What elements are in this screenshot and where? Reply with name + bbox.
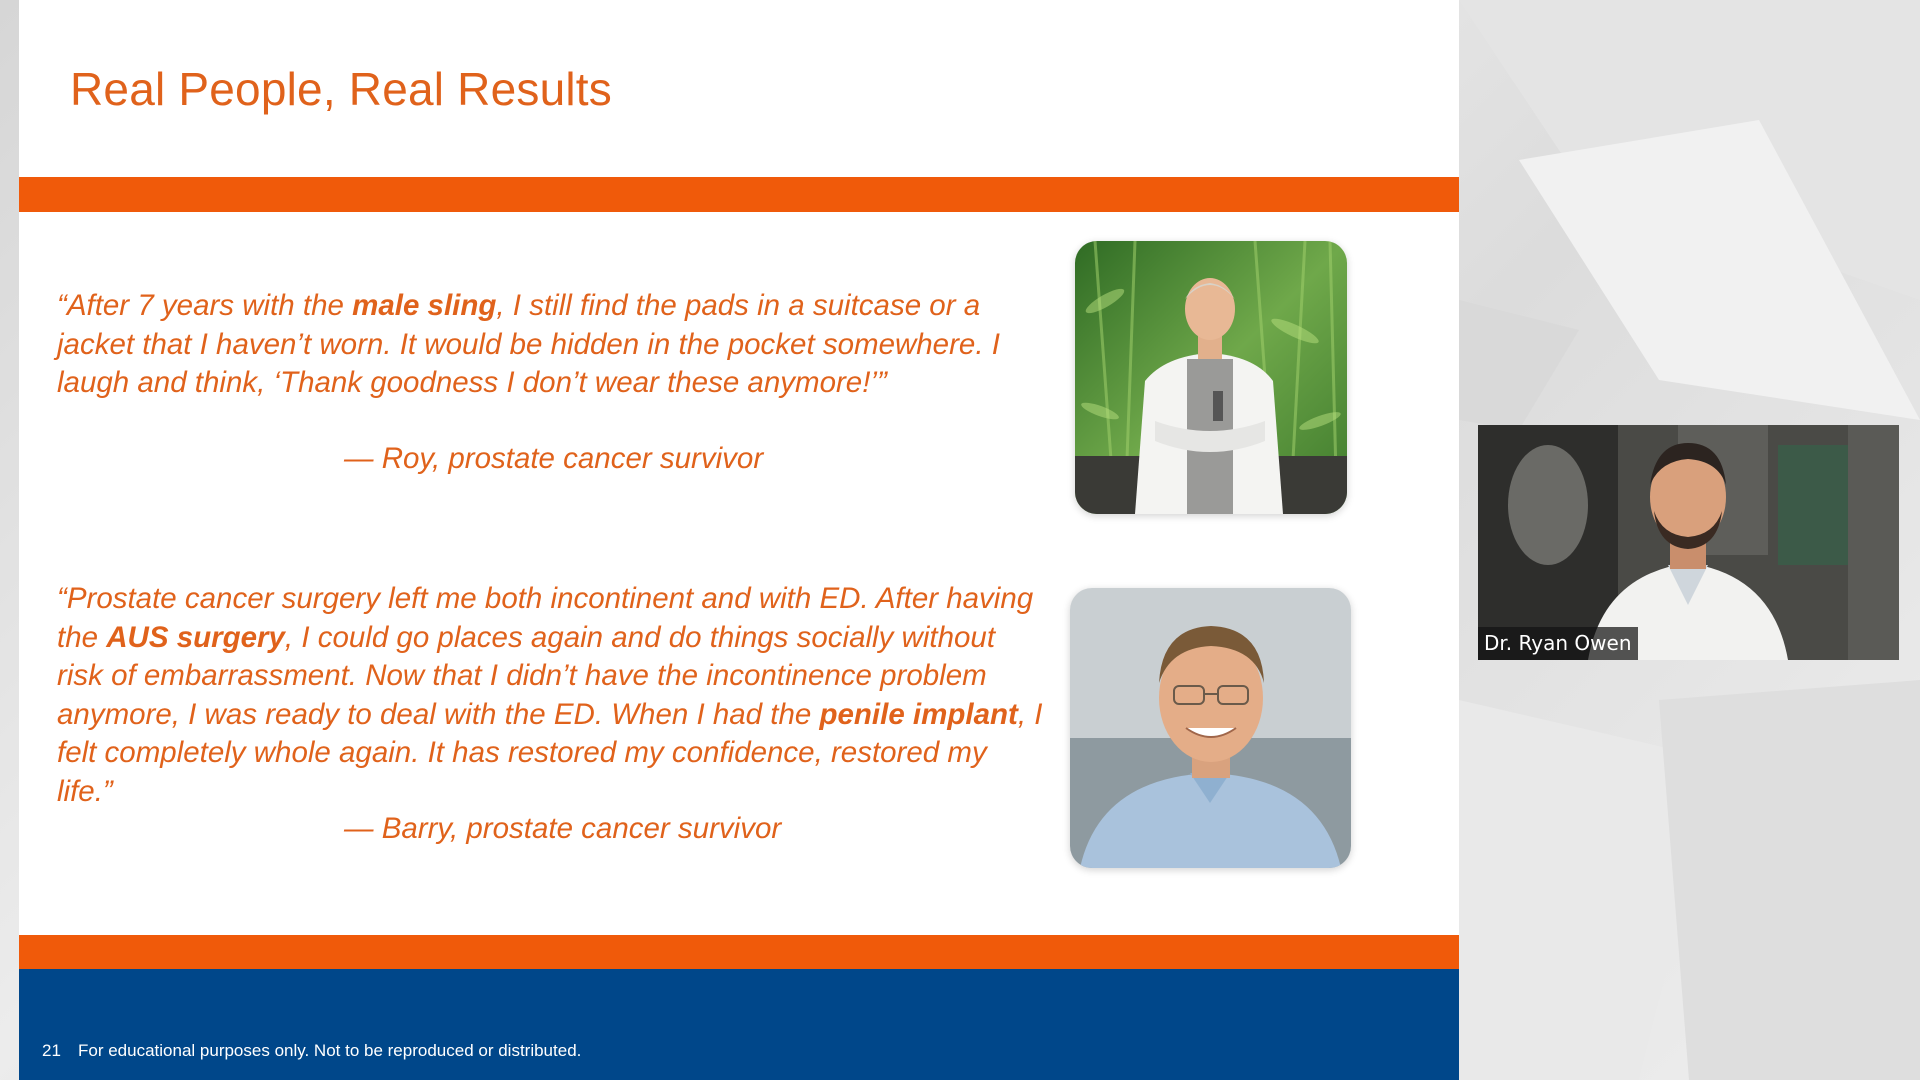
footer-accent-bar xyxy=(19,935,1459,969)
quote-text: “Prostate cancer surgery left me both incontinent and with ED. After having the xyxy=(57,582,1034,654)
quote-text: , I still find the pads in a suitcase or a jacket that I haven’t worn. It would be hidden in the pocket somewhere. I laugh and think, ‘Thank goodness I don’t wear these anymore!’” xyxy=(57,289,1000,399)
testimonial-quote-barry xyxy=(57,580,1047,811)
participant-name-label: Dr. Ryan Owen xyxy=(1478,627,1638,660)
header-accent-bar xyxy=(19,177,1459,212)
participant-video-tile[interactable] xyxy=(1478,425,1899,660)
testimonial-attribution-roy: — Roy, prostate cancer survivor xyxy=(344,442,764,475)
presentation-slide xyxy=(19,0,1459,1080)
footer-disclaimer: For educational purposes only. Not to be reproduced or distributed. xyxy=(78,1041,582,1060)
quote-text: “After 7 years with the xyxy=(57,289,353,322)
quote-emphasis: AUS surgery xyxy=(106,620,285,654)
slide-footer xyxy=(19,969,1459,1080)
photo-roy xyxy=(1075,241,1347,514)
slide-number: 21 xyxy=(42,1041,61,1060)
quote-emphasis: penile implant xyxy=(819,697,1018,731)
quote-emphasis: male sling xyxy=(352,289,497,322)
slide-title: Real People, Real Results xyxy=(70,63,612,115)
testimonial-attribution-barry: — Barry, prostate cancer survivor xyxy=(344,812,782,845)
photo-barry xyxy=(1070,588,1351,868)
quote-text: , I felt completely whole again. It has restored my confidence, restored my life.” xyxy=(57,697,1043,808)
participant-video-feed xyxy=(1478,425,1899,660)
testimonial-quote-roy xyxy=(57,287,1047,403)
quote-text: , I could go places again and do things socially without risk of embarrassment. Now that I didn’t have the incontinence problem anymore, I was ready to deal with the ED. When I had the xyxy=(57,620,996,731)
